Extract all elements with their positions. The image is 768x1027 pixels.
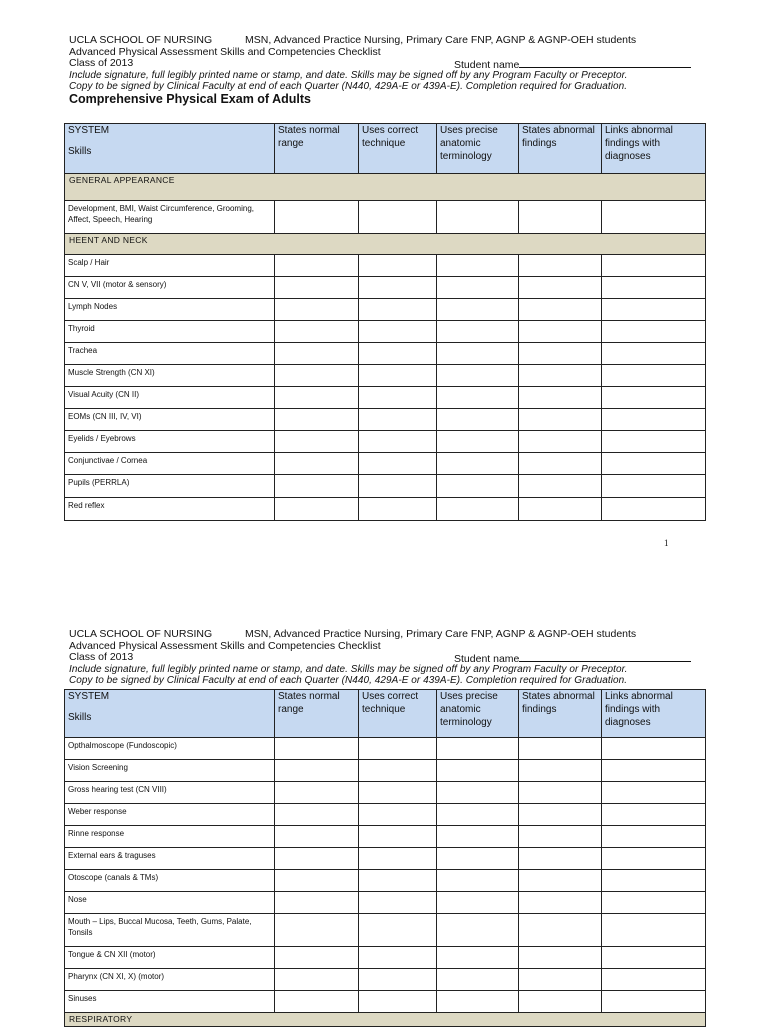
- signoff-cell[interactable]: [275, 914, 359, 947]
- student-name-field[interactable]: [454, 58, 691, 72]
- signoff-cell[interactable]: [359, 277, 437, 299]
- table-row: [65, 321, 706, 343]
- table-row: [65, 343, 706, 365]
- skill-label: CN V, VII (motor & sensory): [65, 277, 275, 299]
- exam-title: Comprehensive Physical Exam of Adults: [69, 91, 311, 106]
- signoff-cell[interactable]: [437, 431, 519, 453]
- table-row: [65, 826, 706, 848]
- header-uses-correct-technique: Uses correct technique: [359, 124, 437, 174]
- signoff-cell[interactable]: [519, 848, 602, 870]
- signoff-cell[interactable]: [359, 387, 437, 409]
- signoff-cell[interactable]: [437, 255, 519, 277]
- signoff-cell[interactable]: [437, 409, 519, 431]
- signoff-cell[interactable]: [602, 409, 706, 431]
- signoff-cell[interactable]: [275, 299, 359, 321]
- signoff-cell[interactable]: [519, 343, 602, 365]
- table-row: [65, 277, 706, 299]
- section-row: [65, 1013, 706, 1027]
- signoff-cell[interactable]: [519, 299, 602, 321]
- signoff-cell[interactable]: [275, 201, 359, 234]
- signoff-cell[interactable]: [359, 343, 437, 365]
- header-states-abnormal-findings: States abnormal findings: [519, 124, 602, 174]
- signoff-cell[interactable]: [275, 277, 359, 299]
- table-row: [65, 201, 706, 234]
- skill-label: Lymph Nodes: [65, 299, 275, 321]
- student-name-label: Student name: [454, 59, 520, 71]
- signoff-cell[interactable]: [437, 991, 519, 1013]
- signoff-cell[interactable]: [519, 277, 602, 299]
- signoff-cell[interactable]: [359, 760, 437, 782]
- signoff-cell[interactable]: [602, 387, 706, 409]
- signoff-cell[interactable]: [519, 498, 602, 521]
- header-states-abnormal-findings: States abnormal findings: [519, 690, 602, 738]
- signoff-cell[interactable]: [359, 870, 437, 892]
- table-row: [65, 299, 706, 321]
- signoff-cell[interactable]: [519, 760, 602, 782]
- signoff-cell[interactable]: [359, 299, 437, 321]
- signoff-cell[interactable]: [602, 453, 706, 475]
- signoff-cell[interactable]: [437, 343, 519, 365]
- table-row: [65, 947, 706, 969]
- skill-label: Pupils (PERRLA): [65, 475, 275, 498]
- header-uses-precise-terminology: Uses precise anatomic terminology: [437, 690, 519, 738]
- signoff-cell[interactable]: [359, 409, 437, 431]
- signoff-cell[interactable]: [275, 365, 359, 387]
- signoff-cell[interactable]: [437, 870, 519, 892]
- table-row: [65, 475, 706, 498]
- skill-label: Opthalmoscope (Fundoscopic): [65, 738, 275, 760]
- signoff-cell[interactable]: [275, 760, 359, 782]
- signoff-cell[interactable]: [359, 255, 437, 277]
- system-skills-header: [65, 690, 275, 738]
- signoff-cell[interactable]: [359, 848, 437, 870]
- signoff-cell[interactable]: [519, 201, 602, 234]
- signoff-cell[interactable]: [437, 738, 519, 760]
- signoff-cell[interactable]: [275, 409, 359, 431]
- skills-label: Skills: [68, 146, 92, 157]
- table-row: [65, 365, 706, 387]
- section-general-appearance: GENERAL APPEARANCE: [65, 174, 706, 201]
- table-row: [65, 804, 706, 826]
- signoff-cell[interactable]: [602, 365, 706, 387]
- signoff-cell[interactable]: [519, 475, 602, 498]
- signoff-cell[interactable]: [275, 343, 359, 365]
- table-header-row: [65, 124, 706, 174]
- skill-label: Tongue & CN XII (motor): [65, 947, 275, 969]
- signoff-cell[interactable]: [519, 892, 602, 914]
- table-header-row: [65, 690, 706, 738]
- signoff-cell[interactable]: [359, 201, 437, 234]
- table-row: [65, 914, 706, 947]
- section-row: [65, 174, 706, 201]
- signoff-cell[interactable]: [437, 365, 519, 387]
- signoff-cell[interactable]: [359, 782, 437, 804]
- skill-label: Mouth – Lips, Buccal Mucosa, Teeth, Gums, Palate, Tonsils: [65, 914, 275, 947]
- signoff-cell[interactable]: [275, 804, 359, 826]
- signoff-cell[interactable]: [275, 738, 359, 760]
- section-row: [65, 234, 706, 255]
- student-name-line[interactable]: [519, 58, 691, 68]
- skill-label: Trachea: [65, 343, 275, 365]
- header-links-abnormal-findings: Links abnormal findings with diagnoses: [602, 690, 706, 738]
- page-header: [69, 35, 709, 105]
- signoff-cell[interactable]: [437, 453, 519, 475]
- signoff-cell[interactable]: [275, 453, 359, 475]
- header-uses-precise-terminology: Uses precise anatomic terminology: [437, 124, 519, 174]
- signoff-cell[interactable]: [359, 969, 437, 991]
- table-row: [65, 760, 706, 782]
- signoff-cell[interactable]: [602, 343, 706, 365]
- skill-label: Visual Acuity (CN II): [65, 387, 275, 409]
- signoff-cell[interactable]: [602, 782, 706, 804]
- signoff-cell[interactable]: [519, 431, 602, 453]
- system-label: SYSTEM: [68, 691, 110, 702]
- signoff-cell[interactable]: [359, 498, 437, 521]
- checklist-table-2: [64, 689, 706, 1027]
- signoff-cell[interactable]: [359, 991, 437, 1013]
- signoff-cell[interactable]: [437, 299, 519, 321]
- signoff-cell[interactable]: [602, 848, 706, 870]
- signoff-cell[interactable]: [359, 365, 437, 387]
- signoff-cell[interactable]: [437, 914, 519, 947]
- table-row: [65, 431, 706, 453]
- skills-label: Skills: [68, 712, 92, 723]
- header-states-normal-range: States normal range: [275, 690, 359, 738]
- signoff-cell[interactable]: [275, 991, 359, 1013]
- signoff-cell[interactable]: [359, 826, 437, 848]
- skill-label: Weber response: [65, 804, 275, 826]
- table-row: [65, 870, 706, 892]
- skill-label: Rinne response: [65, 826, 275, 848]
- signoff-cell[interactable]: [519, 969, 602, 991]
- signoff-cell[interactable]: [519, 914, 602, 947]
- system-skills-header: [65, 124, 275, 174]
- signoff-cell[interactable]: [519, 991, 602, 1013]
- signoff-cell[interactable]: [437, 760, 519, 782]
- signoff-cell[interactable]: [602, 947, 706, 969]
- signoff-cell[interactable]: [519, 255, 602, 277]
- signoff-cell[interactable]: [519, 826, 602, 848]
- signoff-cell[interactable]: [359, 914, 437, 947]
- table-row: [65, 782, 706, 804]
- signoff-cell[interactable]: [519, 804, 602, 826]
- signoff-cell[interactable]: [602, 991, 706, 1013]
- skill-label: EOMs (CN III, IV, VI): [65, 409, 275, 431]
- signoff-cell[interactable]: [359, 804, 437, 826]
- signoff-cell[interactable]: [602, 277, 706, 299]
- header-links-abnormal-findings: Links abnormal findings with diagnoses: [602, 124, 706, 174]
- header-states-normal-range: States normal range: [275, 124, 359, 174]
- signoff-cell[interactable]: [275, 475, 359, 498]
- signoff-cell[interactable]: [437, 201, 519, 234]
- student-name-line[interactable]: [519, 652, 691, 662]
- signoff-cell[interactable]: [437, 969, 519, 991]
- instruction-note-2: Copy to be signed by Clinical Faculty at end of each Quarter (N440, 429A-E or 439A-E). Completion required for Graduation.: [69, 81, 628, 92]
- signoff-cell[interactable]: [275, 947, 359, 969]
- signoff-cell[interactable]: [437, 782, 519, 804]
- program-name: MSN, Advanced Practice Nursing, Primary Care FNP, AGNP & AGNP-OEH students: [245, 628, 637, 640]
- skill-label: Thyroid: [65, 321, 275, 343]
- signoff-cell[interactable]: [519, 782, 602, 804]
- signoff-cell[interactable]: [359, 321, 437, 343]
- skill-label: Development, BMI, Waist Circumference, Grooming, Affect, Speech, Hearing: [65, 201, 275, 234]
- signoff-cell[interactable]: [437, 387, 519, 409]
- signoff-cell[interactable]: [275, 870, 359, 892]
- section-respiratory: RESPIRATORY: [65, 1013, 706, 1027]
- table-row: [65, 387, 706, 409]
- signoff-cell[interactable]: [359, 892, 437, 914]
- signoff-cell[interactable]: [359, 475, 437, 498]
- signoff-cell[interactable]: [275, 498, 359, 521]
- table-row: [65, 848, 706, 870]
- signoff-cell[interactable]: [275, 387, 359, 409]
- signoff-cell[interactable]: [275, 892, 359, 914]
- skill-label: Muscle Strength (CN XI): [65, 365, 275, 387]
- signoff-cell[interactable]: [275, 255, 359, 277]
- skill-label: Conjunctivae / Cornea: [65, 453, 275, 475]
- skill-label: Red reflex: [65, 498, 275, 521]
- signoff-cell[interactable]: [275, 826, 359, 848]
- checklist-table-1: [64, 123, 706, 521]
- signoff-cell[interactable]: [359, 453, 437, 475]
- signoff-cell[interactable]: [275, 782, 359, 804]
- signoff-cell[interactable]: [275, 848, 359, 870]
- signoff-cell[interactable]: [437, 892, 519, 914]
- skill-label: Sinuses: [65, 991, 275, 1013]
- signoff-cell[interactable]: [602, 475, 706, 498]
- signoff-cell[interactable]: [437, 321, 519, 343]
- signoff-cell[interactable]: [519, 947, 602, 969]
- table-row: [65, 409, 706, 431]
- instruction-note-1: Include signature, full legibly printed name or stamp, and date. Skills may be signed off by any Program Faculty or Preceptor.: [69, 663, 628, 675]
- signoff-cell[interactable]: [359, 738, 437, 760]
- skill-label: External ears & traguses: [65, 848, 275, 870]
- signoff-cell[interactable]: [519, 870, 602, 892]
- signoff-cell[interactable]: [437, 277, 519, 299]
- signoff-cell[interactable]: [359, 431, 437, 453]
- signoff-cell[interactable]: [602, 760, 706, 782]
- signoff-cell[interactable]: [437, 947, 519, 969]
- header-uses-correct-technique: Uses correct technique: [359, 690, 437, 738]
- page-number: 1: [664, 538, 669, 548]
- signoff-cell[interactable]: [519, 321, 602, 343]
- school-name: UCLA SCHOOL OF NURSING: [69, 628, 213, 640]
- student-name-field[interactable]: [454, 652, 691, 666]
- class-of: Class of 2013: [69, 651, 134, 663]
- signoff-cell[interactable]: [275, 431, 359, 453]
- signoff-cell[interactable]: [602, 892, 706, 914]
- skill-label: Scalp / Hair: [65, 255, 275, 277]
- table-row: [65, 255, 706, 277]
- program-name: MSN, Advanced Practice Nursing, Primary Care FNP, AGNP & AGNP-OEH students: [245, 34, 637, 46]
- signoff-cell[interactable]: [602, 826, 706, 848]
- signoff-cell[interactable]: [602, 498, 706, 521]
- instruction-note-1: Include signature, full legibly printed name or stamp, and date. Skills may be signed off by any Program Faculty or Preceptor.: [69, 69, 628, 81]
- signoff-cell[interactable]: [602, 738, 706, 760]
- signoff-cell[interactable]: [602, 299, 706, 321]
- skill-label: Nose: [65, 892, 275, 914]
- skill-label: Otoscope (canals & TMs): [65, 870, 275, 892]
- skill-label: Pharynx (CN XI, X) (motor): [65, 969, 275, 991]
- signoff-cell[interactable]: [359, 947, 437, 969]
- signoff-cell[interactable]: [519, 387, 602, 409]
- instruction-note-2: Copy to be signed by Clinical Faculty at end of each Quarter (N440, 429A-E or 439A-E). Completion required for Graduation.: [69, 675, 628, 686]
- page-header: [69, 629, 709, 687]
- table-row: [65, 991, 706, 1013]
- system-label: SYSTEM: [68, 125, 110, 136]
- student-name-label: Student name: [454, 653, 520, 665]
- signoff-cell[interactable]: [602, 321, 706, 343]
- signoff-cell[interactable]: [519, 365, 602, 387]
- signoff-cell[interactable]: [437, 475, 519, 498]
- signoff-cell[interactable]: [437, 498, 519, 521]
- signoff-cell[interactable]: [519, 409, 602, 431]
- table-row: [65, 453, 706, 475]
- table-row: [65, 738, 706, 760]
- signoff-cell[interactable]: [602, 969, 706, 991]
- signoff-cell[interactable]: [602, 201, 706, 234]
- skill-label: Gross hearing test (CN VIII): [65, 782, 275, 804]
- signoff-cell[interactable]: [275, 969, 359, 991]
- signoff-cell[interactable]: [602, 870, 706, 892]
- class-of: Class of 2013: [69, 57, 134, 69]
- signoff-cell[interactable]: [437, 848, 519, 870]
- section-heent-neck: HEENT AND NECK: [65, 234, 706, 255]
- school-name: UCLA SCHOOL OF NURSING: [69, 34, 213, 46]
- skill-label: Eyelids / Eyebrows: [65, 431, 275, 453]
- signoff-cell[interactable]: [602, 804, 706, 826]
- signoff-cell[interactable]: [602, 431, 706, 453]
- signoff-cell[interactable]: [519, 453, 602, 475]
- table-row: [65, 498, 706, 521]
- signoff-cell[interactable]: [602, 914, 706, 947]
- signoff-cell[interactable]: [275, 321, 359, 343]
- skill-label: Vision Screening: [65, 760, 275, 782]
- signoff-cell[interactable]: [519, 738, 602, 760]
- table-row: [65, 892, 706, 914]
- checklist-title: Advanced Physical Assessment Skills and Competencies Checklist: [69, 45, 381, 58]
- signoff-cell[interactable]: [437, 826, 519, 848]
- table-row: [65, 969, 706, 991]
- signoff-cell[interactable]: [602, 255, 706, 277]
- signoff-cell[interactable]: [437, 804, 519, 826]
- checklist-title: Advanced Physical Assessment Skills and Competencies Checklist: [69, 639, 381, 652]
